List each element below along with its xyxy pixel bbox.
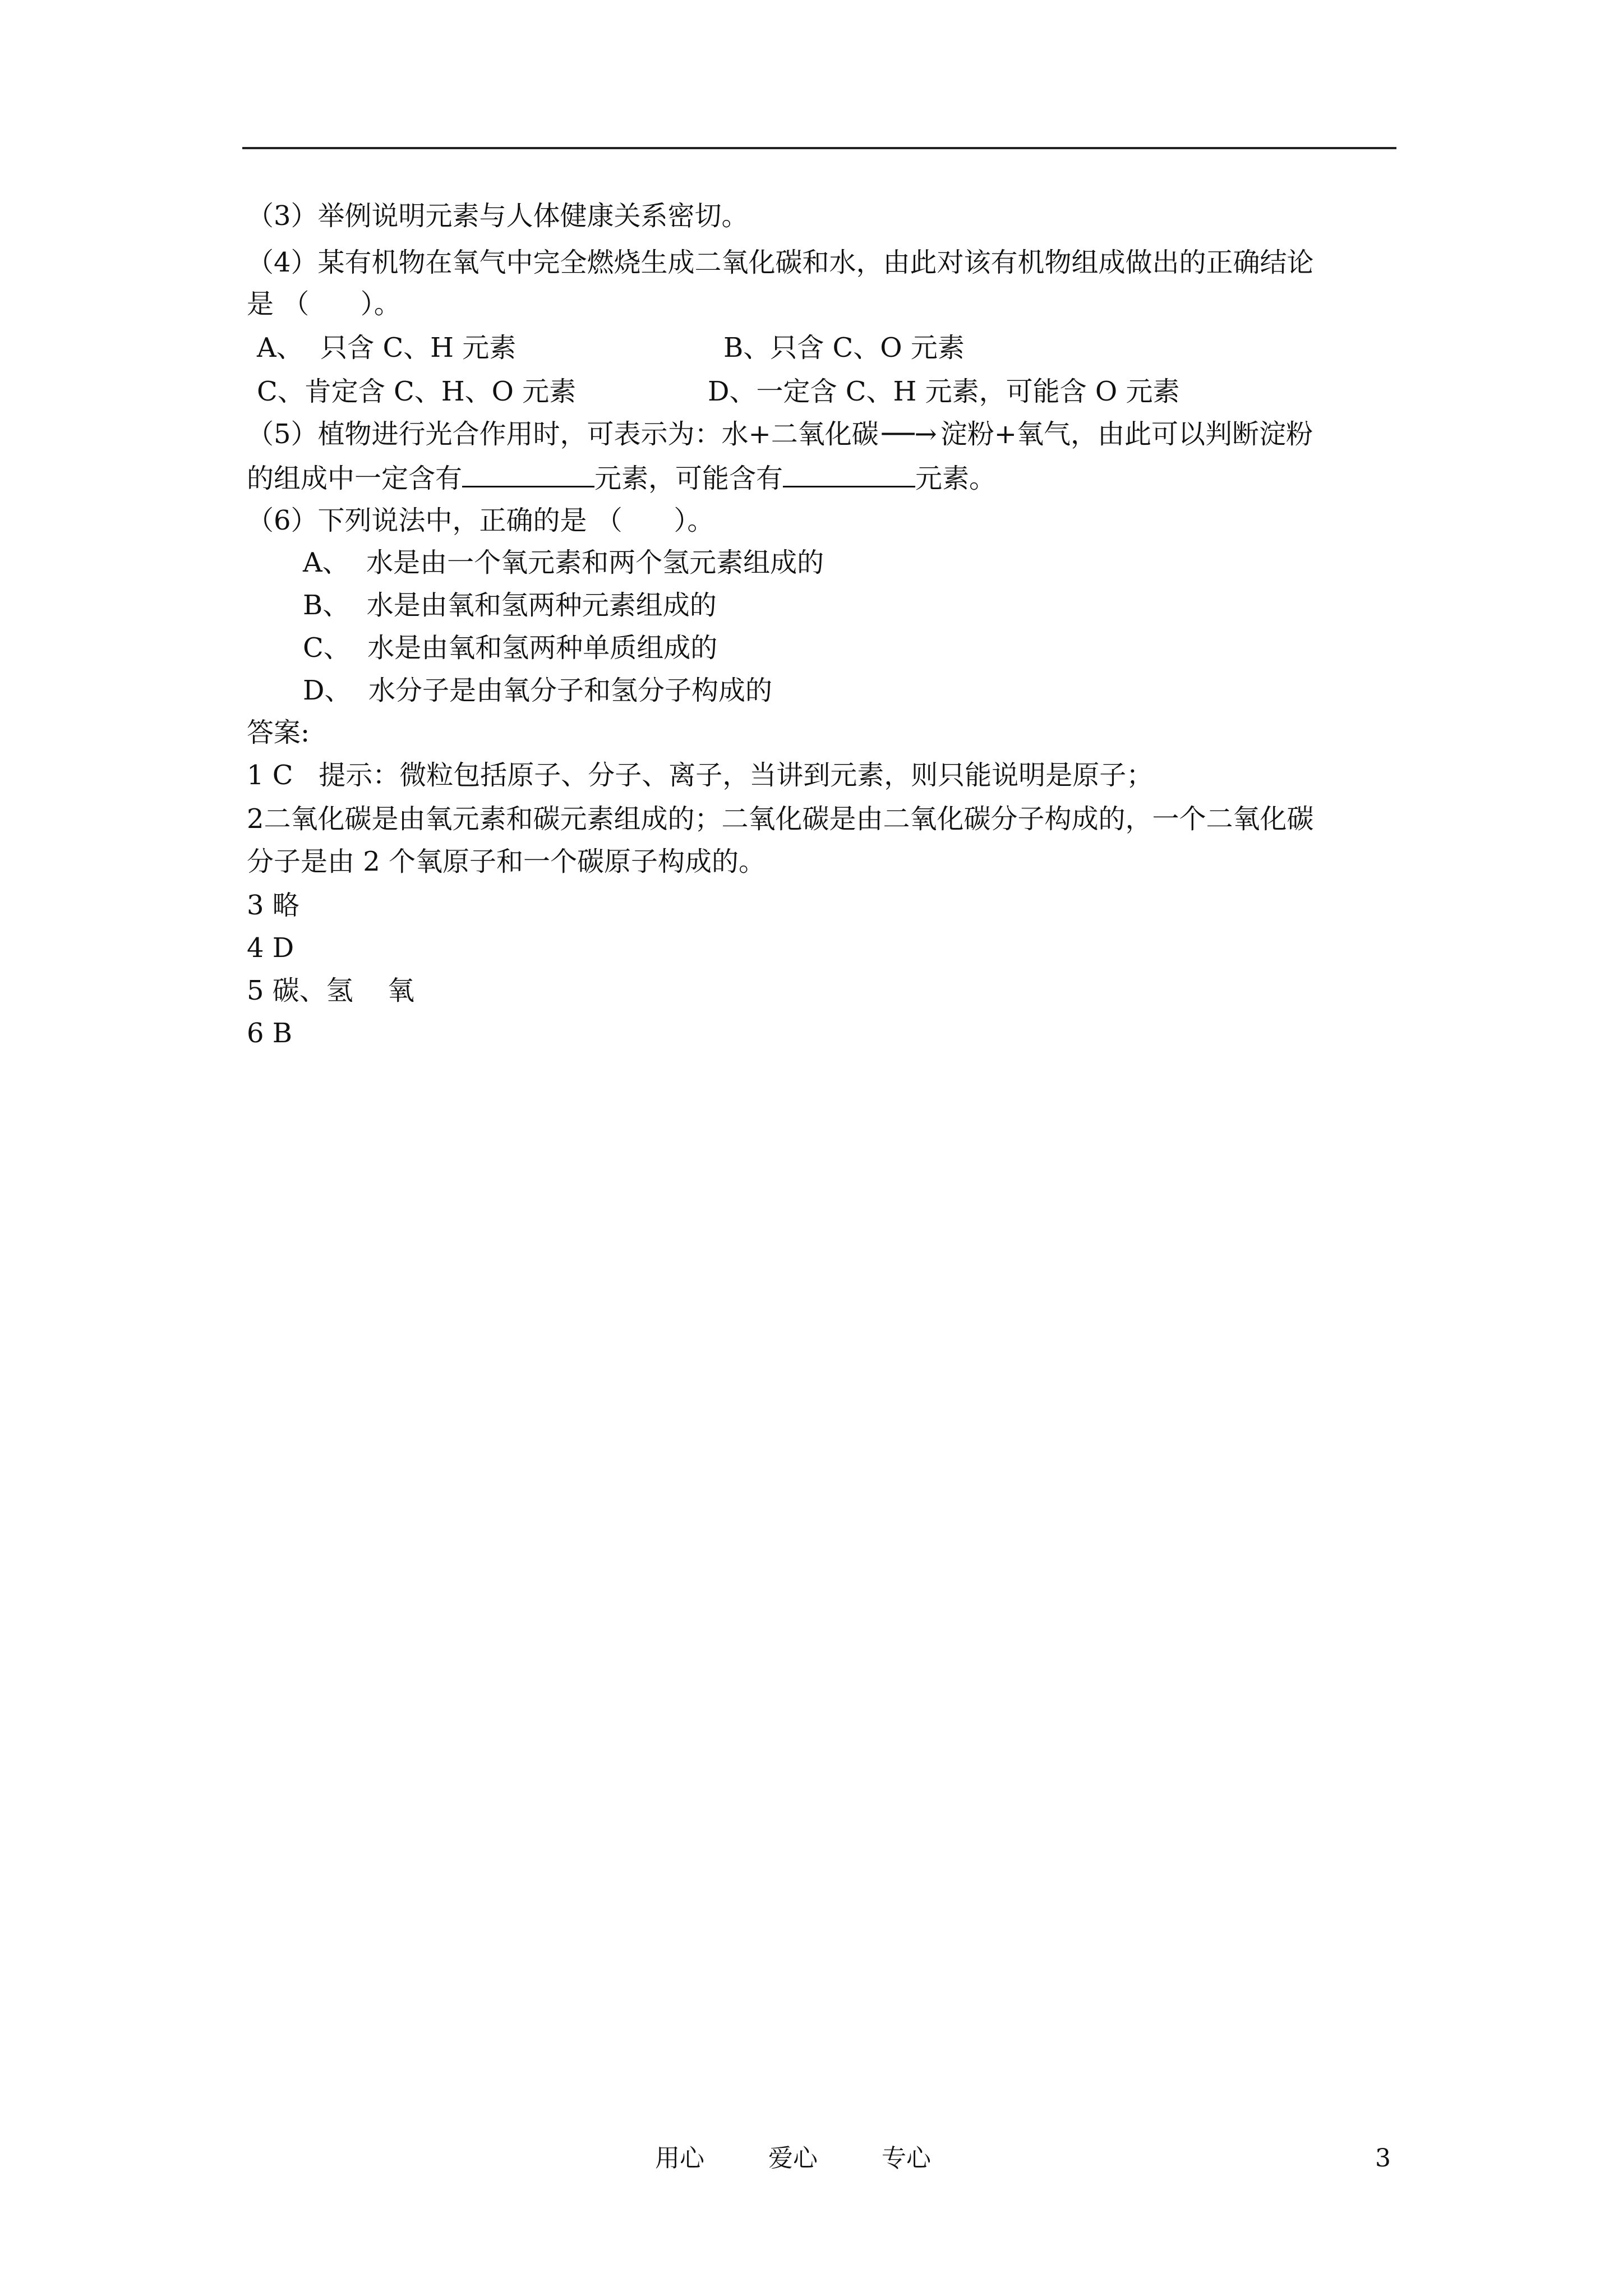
footer-motto-2: 爱心 [768, 2144, 818, 2173]
answer-2-line-2: 分子是由 2 个氧原子和一个碳原子构成的。 [247, 846, 766, 877]
question-6-option-b: B、 水是由氧和氢两种元素组成的 [303, 590, 717, 621]
footer-motto-3: 专心 [882, 2144, 931, 2173]
answer-blank-1 [462, 460, 594, 487]
question-5-products: 淀粉+氧气，由此可以判断淀粉 [940, 418, 1313, 450]
question-4-line-1: （4）某有机物在氧气中完全燃烧生成二氧化碳和水，由此对该有机物组成做出的正确结论 [247, 247, 1314, 278]
answer-6: 6 B [247, 1018, 293, 1049]
question-4-option-d: D、一定含 C、H 元素，可能含 O 元素 [708, 376, 1180, 407]
answers-heading: 答案: [247, 717, 310, 748]
answer-5: 5 碳、氢 氧 [247, 975, 414, 1006]
question-6-option-d: D、 水分子是由氧分子和氢分子构成的 [303, 675, 773, 706]
answer-1: 1 C 提示：微粒包括原子、分子、离子，当讲到元素，则只能说明是原子； [247, 760, 1154, 791]
answer-2-line-1: 2二氧化碳是由氧元素和碳元素组成的；二氧化碳是由二氧化碳分子构成的，一个二氧化碳 [247, 803, 1314, 835]
question-4-line-2: 是 （ ）。 [247, 288, 401, 320]
question-5-text-b: 元素，可能含有 [594, 463, 783, 494]
footer-motto-1: 用心 [655, 2144, 704, 2173]
question-5-reactants: （5）植物进行光合作用时，可表示为：水+二氧化碳 [247, 418, 879, 450]
reaction-arrow-icon: ──→ [882, 418, 937, 450]
question-6-option-c: C、 水是由氧和氢两种单质组成的 [303, 632, 718, 664]
page-number: 3 [1375, 2144, 1391, 2173]
question-5-line-1 [247, 417, 1313, 451]
question-4-option-a: A、 只含 C、H 元素 [257, 332, 517, 364]
answer-3: 3 略 [247, 890, 299, 921]
question-3: （3）举例说明元素与人体健康关系密切。 [247, 200, 749, 232]
header-rule [242, 147, 1396, 149]
question-5-text-a: 的组成中一定含有 [247, 463, 463, 494]
answer-blank-2 [783, 460, 915, 487]
question-4-option-c: C、肯定含 C、H、O 元素 [257, 376, 577, 407]
question-4-option-b: B、只含 C、O 元素 [723, 332, 965, 364]
question-5-text-c: 元素。 [915, 463, 997, 494]
question-6-option-a: A、 水是由一个氧元素和两个氢元素组成的 [303, 547, 824, 578]
answer-4: 4 D [247, 932, 294, 964]
question-5-line-2 [247, 460, 996, 495]
question-6: （6）下列说法中，正确的是 （ ）。 [247, 505, 714, 536]
